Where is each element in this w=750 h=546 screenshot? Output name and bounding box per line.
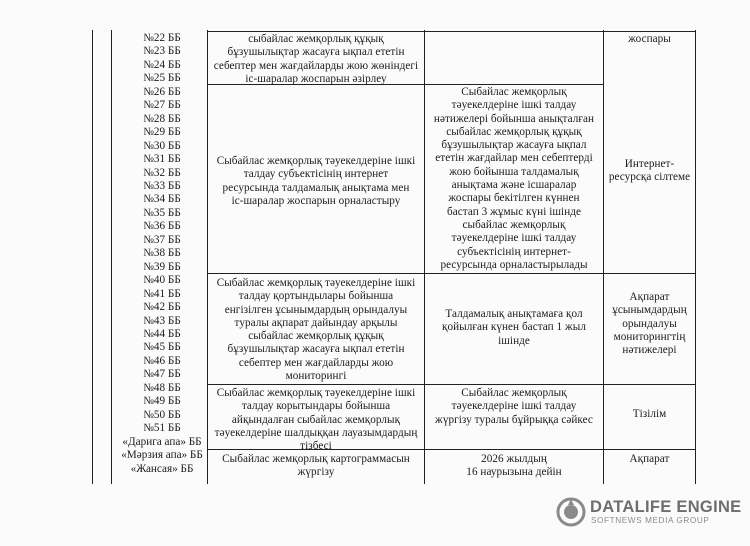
school-list-item: №49 ББ [143, 395, 181, 408]
cell-line: жүргізу [297, 466, 335, 479]
cell-line: тізбесі [300, 440, 332, 453]
row-divider-3 [207, 384, 696, 385]
cell-line: ішінде [498, 334, 530, 347]
cell-line: ресурсында талдамалық анықтама мен [222, 181, 410, 194]
cell-line: сыбайлас жемқорлық [462, 218, 566, 231]
cell-line: мониторингтің [613, 330, 686, 343]
school-list-item: №33 ББ [143, 179, 181, 192]
cell-line: орындалуы [622, 317, 677, 330]
row-3-result [604, 291, 695, 357]
school-list-item: №45 ББ [143, 341, 181, 354]
row-2-result [604, 158, 695, 185]
cell-line: бұзушылықтар жасауға ықпал [441, 139, 587, 152]
school-list-item: №39 ББ [143, 260, 181, 273]
cell-line: туралы ақпарат дайындау арқылы [234, 316, 398, 329]
cell-line: жою бойынша талдамалық [449, 165, 579, 178]
school-list-item: №44 ББ [143, 327, 181, 340]
row-4-measure [208, 387, 424, 453]
cell-line: іс-шаралар жоспарын әзірлеу [245, 72, 387, 85]
school-list-item: №30 ББ [143, 139, 181, 152]
cell-line: бастап 3 жұмыс күні ішінде [446, 205, 582, 218]
school-list-item: №48 ББ [143, 381, 181, 394]
school-list-item: №24 ББ [143, 58, 181, 71]
cell-line: талдау корытындары бойынша [241, 400, 391, 413]
cell-line: сыбайлас жемқорлық құқық [446, 125, 582, 138]
cell-line: себептер мен жағдайларды жою жөніндегі [213, 59, 419, 72]
school-list-item: №40 ББ [143, 274, 181, 287]
cell-line: субъектісінің интернет- [457, 245, 571, 258]
row-1-measure [208, 33, 424, 86]
school-list-item: №46 ББ [143, 354, 181, 367]
cell-line: талдау субъектісінің интернет [243, 168, 389, 181]
cell-line: Сыбайлас жемқорлық тәуекелдеріне ішкі [216, 387, 416, 399]
row-4-result [604, 408, 695, 421]
datalife-engine-watermark [556, 494, 742, 534]
school-list-item: «Мәрзия апа» ББ [121, 449, 203, 462]
datalife-logo-icon [556, 497, 586, 527]
cell-line: анықтама және ісшаралар [451, 179, 577, 192]
cell-line: тәуекелдеріне ішкі талдау [451, 232, 577, 245]
cell-line: Сыбайлас жемқорлық [461, 86, 567, 98]
row-divider-2 [207, 273, 696, 274]
cell-line: сыбайлас жемқорлық құқық [248, 33, 384, 45]
cell-line: мониторингі [285, 370, 347, 383]
school-list-item: №36 ББ [143, 220, 181, 233]
cell-line: талдау қортындылары бойынша [238, 290, 394, 303]
school-list-item: №29 ББ [143, 126, 181, 139]
school-list-item: №47 ББ [143, 368, 181, 381]
cell-line: іс-шаралар жоспарын орналастыру [231, 194, 401, 207]
cell-line: Тізілім [632, 408, 667, 420]
cell-line: тәуекелдеріне шалдыққан лауазымдардың [214, 426, 418, 439]
table-border-top [207, 31, 696, 32]
school-list-item: №22 ББ [143, 32, 181, 44]
school-list-item: «Жансая» ББ [130, 462, 194, 475]
school-list-item: №35 ББ [143, 206, 181, 219]
cell-line: жоспары [628, 33, 671, 45]
row-2-deadline [425, 86, 603, 272]
cell-line: Сыбайлас жемқорлық картограммасын [222, 453, 410, 465]
school-list-item: №43 ББ [143, 314, 181, 327]
cell-line: себептер мен жағдайларды жою [238, 356, 394, 369]
school-list-item: №27 ББ [143, 99, 181, 112]
school-list-item: №31 ББ [143, 153, 181, 166]
cell-line: Ақпарат [629, 291, 670, 303]
cell-line: нәтижелері бойынша анықталған [433, 112, 595, 125]
cell-line: Талдамалық анықтамаға қол [445, 308, 583, 320]
row-5-measure [208, 453, 424, 480]
row-2-measure [208, 155, 424, 208]
row-5-result [604, 453, 695, 466]
cell-line: 16 наурызына дейін [466, 466, 562, 479]
school-list-item: №41 ББ [143, 287, 181, 300]
school-list-item: №25 ББ [143, 72, 181, 85]
row-3-measure [208, 277, 424, 383]
table-border-right [695, 30, 696, 484]
cell-line: бұзушылықтар жасауға ықпал ететін [227, 343, 405, 356]
school-list-item: №50 ББ [143, 408, 181, 421]
watermark-title: DATALIFE ENGINE [590, 498, 742, 516]
cell-line: ресурсқа сілтеме [608, 171, 691, 184]
cell-line: 2026 жылдың [481, 453, 547, 465]
cell-line: Ақпарат [629, 453, 670, 465]
school-list-item: №23 ББ [143, 45, 181, 58]
school-list [112, 32, 212, 476]
cell-line: жүргізу туралы бұйрыққа сәйкес [435, 413, 593, 426]
cell-line: Сыбайлас жемқорлық [461, 387, 567, 399]
cell-line: Сыбайлас жемқорлық тәуекелдеріне ішкі [216, 155, 416, 167]
watermark-subtitle: SOFTNEWS MEDIA GROUP [591, 516, 710, 525]
cell-line: бұзушылықтар жасауға ықпал ететін [227, 46, 405, 59]
row-3-deadline [425, 308, 603, 348]
cell-line: тәуекелдеріне ішкі талдау [451, 400, 577, 413]
cell-line: Интернет- [624, 158, 675, 170]
cell-line: ұсынымдардың [612, 304, 687, 317]
school-list-item: №37 ББ [143, 233, 181, 246]
school-list-item: «Дарига апа» ББ [122, 435, 202, 448]
row-4-deadline [425, 387, 603, 427]
school-list-item: №32 ББ [143, 166, 181, 179]
school-list-item: №34 ББ [143, 193, 181, 206]
cell-line: сыбайлас жемқорлық құқық [248, 330, 384, 343]
table-border-left [92, 30, 93, 484]
cell-line: Сыбайлас жемқорлық тәуекелдеріне ішкі [216, 277, 416, 289]
school-list-item: №28 ББ [143, 112, 181, 125]
school-list-item: №26 ББ [143, 85, 181, 98]
cell-line: ететін жағдайлар мен себептерді [435, 152, 593, 165]
cell-line: нәтижелері [622, 344, 677, 357]
cell-line: енгізілген ұсынымдардың орындалуы [224, 303, 408, 316]
school-list-item: №38 ББ [143, 247, 181, 260]
cell-line: жоспары бекітілген күннен [448, 192, 580, 205]
cell-line: ресурсында орналастырылады [440, 258, 588, 271]
cell-line: тәуекелдеріне ішкі талдау [451, 99, 577, 112]
cell-line: айқындалған сыбайлас жемқорлық [231, 413, 401, 426]
cell-line: қойылған күнен бастап 1 жыл [441, 321, 587, 334]
school-list-item: №51 ББ [143, 422, 181, 435]
row-5-deadline [425, 453, 603, 480]
school-list-item: №42 ББ [143, 301, 181, 314]
row-1-result [604, 33, 695, 46]
